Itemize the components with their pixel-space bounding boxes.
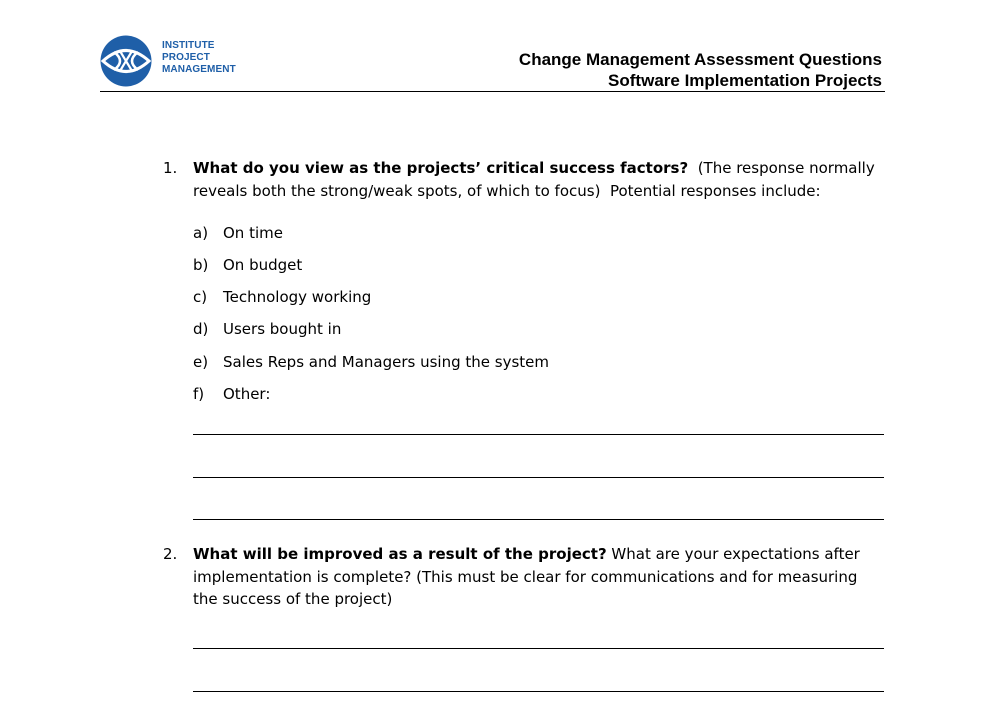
institute-logo-icon (100, 35, 152, 87)
question-text (193, 157, 883, 202)
option-letter: a) (193, 224, 209, 242)
logo-wordmark (162, 40, 236, 76)
question-body-text: What are your expectations after implementation is complete? (This must be clear for communications and for measuring the success of the project) (193, 545, 865, 608)
document-title (519, 49, 882, 91)
answer-line[interactable] (193, 691, 884, 692)
question-number: 2. (163, 545, 178, 563)
question-text (193, 543, 883, 611)
option-text: Other: (223, 385, 271, 403)
answer-line[interactable] (193, 434, 884, 435)
logo-line: INSTITUTE (162, 40, 215, 51)
document-title-line1: Change Management Assessment Questions (518, 50, 882, 69)
logo-line: MANAGEMENT (162, 64, 236, 75)
question-number: 1. (163, 159, 178, 177)
option-letter: c) (193, 288, 208, 306)
option-letter: f) (193, 385, 205, 403)
option-letter: b) (193, 256, 209, 274)
option-letter: e) (193, 353, 209, 371)
question-bold-text: What will be improved as a result of the project? (193, 545, 607, 563)
option-letter: d) (193, 320, 209, 338)
question-body-text: (The response normally reveals both the strong/weak spots, of which to focus) Potential responses include: (193, 159, 880, 200)
option-text: On budget (223, 256, 303, 274)
page-header (0, 0, 998, 100)
document-title-line2: Software Implementation Projects (608, 71, 882, 90)
option-text: On time (223, 224, 283, 242)
option-text: Technology working (223, 288, 372, 306)
option-text: Users bought in (223, 320, 342, 338)
question-bold-text: What do you view as the projects’ critical success factors? (193, 159, 689, 177)
answer-line[interactable] (193, 648, 884, 649)
header-divider (100, 91, 885, 92)
logo-line: PROJECT (162, 52, 210, 63)
answer-line[interactable] (193, 477, 884, 478)
option-text: Sales Reps and Managers using the system (223, 353, 549, 371)
answer-line[interactable] (193, 519, 884, 520)
